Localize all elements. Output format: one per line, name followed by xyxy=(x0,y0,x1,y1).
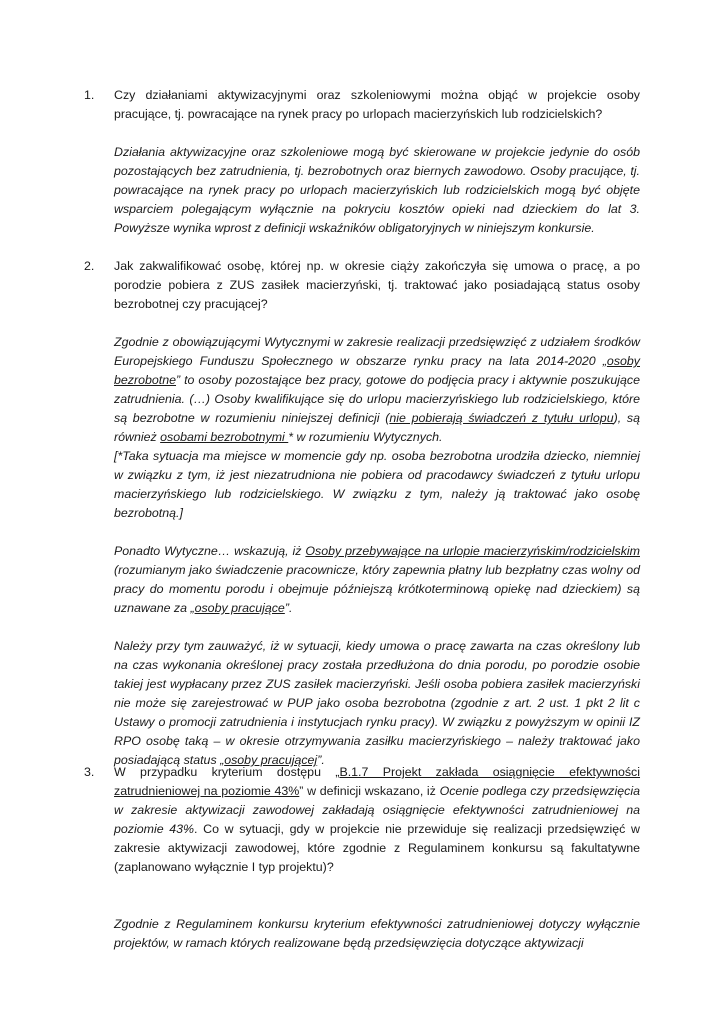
answer-text: ”. xyxy=(317,753,325,767)
underlined-term: osoby pracujące xyxy=(194,601,285,615)
item-number: 1. xyxy=(84,88,95,102)
answer-text: Działania aktywizacyjne oraz szkoleniowe mogą być skierowane w projekcie jedynie do osób pozostających bez zatrudnienia, tj. bezrobotnych oraz biernych zawodowo. Osoby pracujące, tj. powracające na rynek pracy po urlopach macierzyńskich lub rodzicielskich mogą być objęte wsparciem polegającym wyłącznie na pokryciu kosztów opieki nad dzieckiem do lat 3. Powyższe wynika wprost z definicji wskaźników obligatoryjnych w niniejszym konkursie. xyxy=(114,145,640,235)
answer-text: (rozumianym jako świadczenie pracownicze, który zapewnia płatny lub bezpłatny czas wolny od pracy do momentu porodu i obejmuje późniejszą krótkoterminową opiekę nad dzieckiem) są uznawane za „ xyxy=(114,563,640,615)
underlined-term: Osoby przebywające na urlopie macierzyńskim/rodzicielskim xyxy=(305,544,640,558)
answer-paragraph-3 xyxy=(114,637,640,770)
faq-item-1 xyxy=(84,86,640,238)
item-number: 3. xyxy=(84,765,95,779)
underlined-term: osobami bezrobotnymi xyxy=(160,430,289,444)
underlined-term: osoby pracującej xyxy=(224,753,318,767)
question-text: Czy działaniami aktywizacyjnymi oraz szkoleniowymi można objąć w projekcie osoby pracujące, tj. powracające na rynek pracy po urlopach macierzyńskich lub rodzicielskich? xyxy=(114,88,640,121)
faq-item-3 xyxy=(84,763,641,953)
answer-text: * w rozumieniu Wytycznych. xyxy=(288,430,443,444)
answer-paragraph-1 xyxy=(114,333,640,447)
answer-text: ” to osoby pozostające bez pracy, gotowe do podjęcia pracy i aktywnie poszukujące zatrudnienia. (…) Osoby kwalifikujące się do urlopu macierzyńskiego lub rodzicielskiego, które są bezrobotne w rozumieniu niniejszej definicji ( xyxy=(114,373,640,425)
answer-text: ”. xyxy=(284,601,293,615)
answer-text: Ponadto Wytyczne… wskazują, iż xyxy=(114,544,306,558)
answer-paragraph-2 xyxy=(114,542,640,618)
answer-text: Należy przy tym zauważyć, iż w sytuacji, kiedy umowa o pracę zawarta na czas określony lub na czas wykonania określonej pracy została przedłużona do dnia porodu, po porodzie osobie takiej jest wypłacany przez ZUS zasiłek macierzyński. Jeśli osoba pobiera zasiłek macierzyński nie może się zarejestrować w PUP jako osoba bezrobotna (zgodnie z art. 2 ust. 1 pkt 2 lit c Ustawy o promocji zatrudnienia i instytucjach rynku pracy). W związku z powyższym w opinii IZ RPO osobę taką – w okresie otrzymywania zasiłku macierzyńskiego – należy traktować jako posiadającą status „ xyxy=(114,639,640,767)
quoted-definition: Ocenie podlega czy przedsięwzięcia w zakresie aktywizacji zawodowej zakładają osiągnięcie efektywności zatrudnieniowej na poziomie 43% xyxy=(114,784,640,836)
question-text: Jak zakwalifikować osobę, której np. w okresie ciąży zakończyła się umowa o pracę, a po porodzie pobiera z ZUS zasiłek macierzyński, tj. traktować jako posiadającą status osoby bezrobotnej czy pracującej? xyxy=(114,259,640,311)
question-text xyxy=(114,763,640,877)
question-segment: ” w definicji wskazano, iż xyxy=(299,784,440,798)
answer-text: Zgodnie z obowiązującymi Wytycznymi w zakresie realizacji przedsięwzięć z udziałem środków Europejskiego Funduszu Społecznego w obszarze rynku pracy na lata 2014-2020 „ xyxy=(114,335,640,368)
underlined-term: B.1.7 Projekt zakłada osiągnięcie efektywności zatrudnieniowej na poziomie 43% xyxy=(114,765,641,798)
faq-item-2 xyxy=(84,257,640,770)
question-segment: W przypadku kryterium dostępu „ xyxy=(114,765,340,779)
underlined-term: nie pobierają świadczeń z tytułu urlopu xyxy=(389,411,614,425)
footnote-text: [*Taka sytuacja ma miejsce w momencie gdy np. osoba bezrobotna urodziła dziecko, niemniej w związku z tym, iż jest niezatrudniona nie pobiera od pracodawcy świadczeń z tytułu urlopu macierzyńskiego lub rodzicielskiego. W związku z tym, należy ją traktować jako osobę bezrobotną.] xyxy=(114,449,640,520)
answer-text: ), są również xyxy=(114,411,640,444)
answer-text: Zgodnie z Regulaminem konkursu kryterium efektywności zatrudnieniowej dotyczy wyłącznie projektów, w ramach których realizowane będą przedsięwzięcia dotyczące aktywizacji xyxy=(114,917,640,950)
underlined-term: osoby bezrobotne xyxy=(114,354,640,387)
item-number: 2. xyxy=(84,259,95,273)
question-segment: . Co w sytuacji, gdy w projekcie nie przewiduje się realizacji przedsięwzięć w zakresie aktywizacji zawodowej, które zgodnie z Regulaminem konkursu są fakultatywne (zaplanowano wyłącznie I typ projektu)? xyxy=(114,822,640,874)
